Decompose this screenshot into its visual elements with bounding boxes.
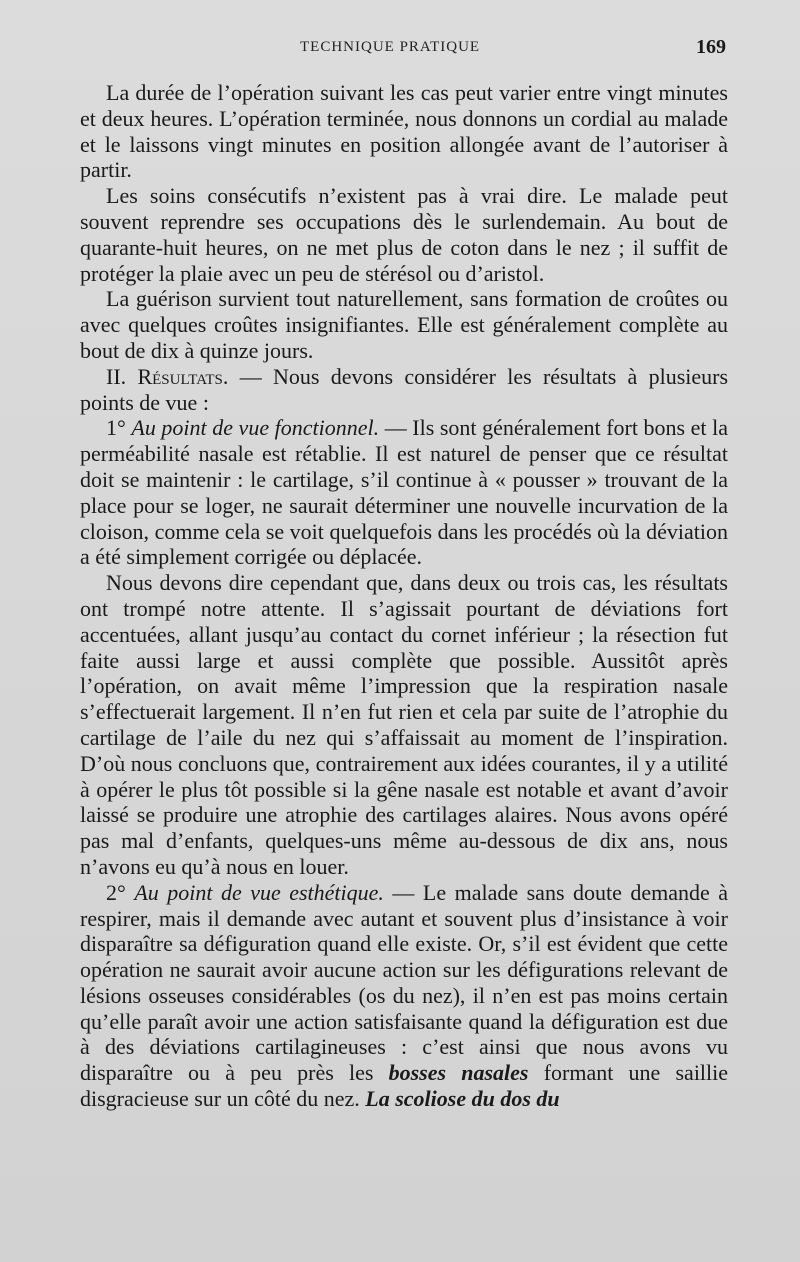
paragraph-aftercare: Les soins consécutifs n’existent pas à vrai dire. Le malade peut souvent reprendre ses occupations dès le surlendemain. Au bout de quarante-huit heures, on ne met plus de coton dans le nez ; il suffit de protéger la plaie avec un peu de stérésol ou d’aristol. (80, 183, 728, 286)
subsection-heading-functional: Au point de vue fonctionnel. (131, 415, 380, 441)
heading-dash: — (384, 415, 407, 441)
running-title: TECHNIQUE PRATIQUE (300, 39, 481, 55)
aesthetic-text-start: Le malade sans doute demande à respirer, mais il demande avec autant et souvent plus d’insistance à voir disparaître sa défiguration quand elle existe. Or, s’il est évident que cette opération ne saurait avoir aucune action sur les défigurations relevant de lésions osseuses considérables (os du nez), il n’en est pas moins certain qu’elle paraît avoir une action satisfaisante quand la défiguration est due à des déviations cartilagineuses : c’est ainsi que nous avons vu disparaître ou à peu près les (80, 879, 729, 1086)
emphasis-scoliose: La scoliose du dos du (365, 1086, 560, 1112)
aesthetic-text-middle: formant une saillie disgracieuse sur un côté du nez. (80, 1060, 729, 1112)
functional-text: Ils sont généralement fort bons et la perméabilité nasale est rétablie. Il est naturel de penser que ce résultat doit se maintenir : le cartilage, s’il continue à « pousser » trouvant de la place pour se loger, ne saurait déterminer une nouvelle incurvation de la cloison, comme cela se voit quelquefois dans les procédés où la déviation a été simplement corrigée ou déplacée. (80, 415, 728, 570)
subsection-number: 1° (106, 415, 126, 441)
running-header (0, 36, 800, 60)
paragraph-healing: La guérison survient tout naturellement, sans formation de croûtes ou avec quelques croûtes insignifiantes. Elle est généralement complète au bout de dix à quinze jours. (80, 286, 728, 363)
emphasis-bosses-nasales: bosses nasales (388, 1060, 529, 1086)
paragraph-disappointments: Nous devons dire cependant que, dans deux ou trois cas, les résultats ont trompé notre attente. Il s’agissait pourtant de déviations fort accentuées, allant jusqu’au contact du cornet inférieur ; la résection fut faite aussi large et aussi complète que possible. Aussitôt après l’opération, on avait même l’impression que la respiration nasale s’effectuerait largement. Il n’en fut rien et cela par suite de l’atrophie du cartilage de l’aile du nez qui s’affaissait au moment de l’inspiration. D’où nous concluons que, contrairement aux idées courantes, il y a utilité à opérer le plus tôt possible si la gêne nasale est notable et avant d’avoir laissé se produire une atrophie des cartilages alaires. Nous avons opéré pas mal d’enfants, quelques-uns même au-dessous de dix ans, nous n’avons eu qu’à nous en louer. (80, 570, 728, 879)
section-numeral: II. (106, 363, 127, 389)
paragraph-results-intro (80, 364, 728, 416)
body-text (80, 80, 728, 1112)
page-number: 169 (696, 36, 726, 58)
paragraph-aesthetic (80, 880, 728, 1112)
heading-dash: — (392, 879, 415, 905)
heading-dash: — (239, 363, 262, 389)
results-intro-text: Nous devons considérer les résultats à plusieurs points de vue : (80, 363, 729, 415)
paragraph-functional (80, 415, 728, 570)
subsection-heading-aesthetic: Au point de vue esthétique. (134, 879, 384, 905)
subsection-number: 2° (106, 879, 126, 905)
paragraph-operation-duration: La durée de l’opération suivant les cas peut varier entre vingt minutes et deux heures. L’opération terminée, nous donnons un cordial au malade et le laissons vingt minutes en position allongée avant de l’autoriser à partir. (80, 80, 728, 183)
section-heading-results: Résultats. (137, 363, 229, 389)
